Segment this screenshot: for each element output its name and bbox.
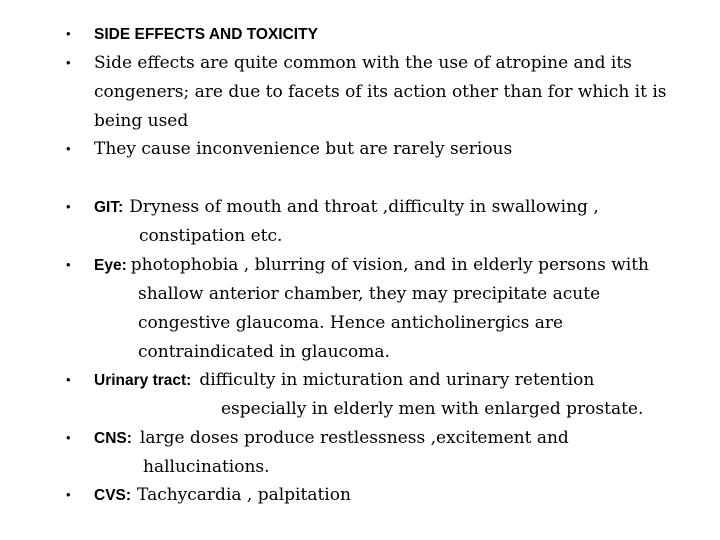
bullet: • <box>66 26 71 41</box>
effect-item-eye <box>94 251 649 280</box>
effect-label: CVS: <box>94 487 132 504</box>
effect-item-urinary-tract <box>94 366 594 395</box>
bullet: • <box>66 55 71 70</box>
effect-label: Urinary tract: <box>94 372 192 389</box>
section-heading <box>94 20 318 49</box>
bullet: • <box>66 372 71 387</box>
intro-line: congeners; are due to facets of its action other than for which it is <box>94 82 667 102</box>
intro-line: Side effects are quite common with the use of atropine and its <box>94 53 632 73</box>
bullet: • <box>66 199 71 214</box>
bullet: • <box>66 430 71 445</box>
effect-item-cvs <box>94 481 351 510</box>
effect-label: Eye: <box>94 257 127 274</box>
effect-text: large doses produce restlessness ,excitement and <box>139 428 569 448</box>
effect-text: Dryness of mouth and throat ,difficulty in swallowing , <box>129 197 599 217</box>
effect-text: photophobia , blurring of vision, and in elderly persons with <box>130 255 649 275</box>
effect-text: hallucinations. <box>143 457 270 477</box>
bullet: • <box>66 487 71 502</box>
bullet: • <box>66 257 71 272</box>
effect-label: CNS: <box>94 430 132 447</box>
effect-text: especially in elderly men with enlarged prostate. <box>221 399 644 419</box>
section-heading-text: SIDE EFFECTS AND TOXICITY <box>94 26 318 43</box>
effect-text: constipation etc. <box>139 226 283 246</box>
intro-line: They cause inconvenience but are rarely serious <box>94 139 513 159</box>
effect-text: Tachycardia , palpitation <box>137 485 351 505</box>
intro-line: being used <box>94 111 189 131</box>
effect-item-git <box>94 193 599 222</box>
effect-label: GIT: <box>94 199 124 216</box>
bullet: • <box>66 141 71 156</box>
effect-text: shallow anterior chamber, they may precipitate acute <box>138 284 601 304</box>
effect-text: contraindicated in glaucoma. <box>138 342 390 362</box>
effect-item-cns <box>94 424 569 453</box>
effect-text: congestive glaucoma. Hence anticholinergics are <box>138 313 564 333</box>
effect-text: difficulty in micturation and urinary retention <box>199 370 595 390</box>
